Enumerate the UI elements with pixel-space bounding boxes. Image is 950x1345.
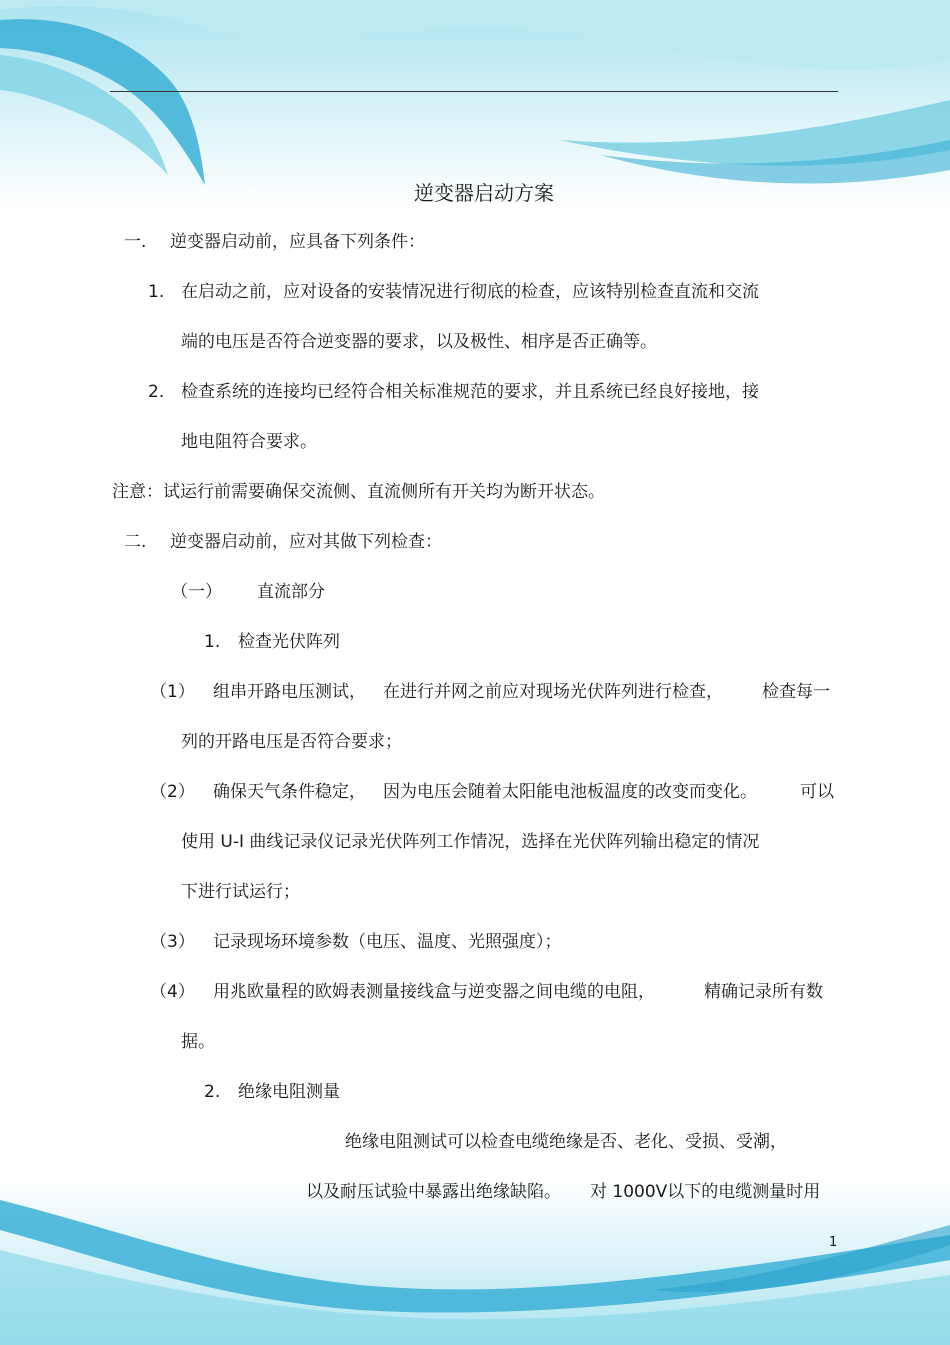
- step2-text-b: 因为电压会随着太阳能电池板温度的改变而变化。: [383, 782, 757, 802]
- item2-line2: 地电阻符合要求。: [181, 432, 317, 452]
- point2-line2a: 以及耐压试验中暴露出绝缘缺陷。: [306, 1182, 561, 1202]
- header-rule: [110, 91, 838, 92]
- step1-text-a: 组串开路电压测试，: [213, 682, 366, 702]
- step4-text-b: 精确记录所有数: [704, 982, 823, 1002]
- step2-number: （2）: [150, 782, 195, 802]
- item2-number: 2.: [148, 382, 165, 402]
- point1-number: 1.: [204, 632, 221, 652]
- step3-number: （3）: [150, 932, 195, 952]
- step2-text-a: 确保天气条件稳定，: [213, 782, 366, 802]
- step1-text-d: 列的开路电压是否符合要求；: [181, 732, 402, 752]
- subsection-heading: 直流部分: [257, 582, 325, 602]
- section2-heading: 逆变器启动前，应对其做下列检查：: [170, 532, 442, 552]
- page-number: 1: [829, 1235, 838, 1250]
- item2-line1: 检查系统的连接均已经符合相关标准规范的要求，并且系统已经良好接地，接: [181, 382, 759, 402]
- step3-text: 记录现场环境参数（电压、温度、光照强度）；: [213, 932, 562, 952]
- point2-number: 2.: [204, 1082, 221, 1102]
- step1-number: （1）: [150, 682, 195, 702]
- step2-text-e: 下进行试运行；: [181, 882, 300, 902]
- item1-number: 1.: [148, 282, 165, 302]
- step1-text-c: 检查每一: [762, 682, 830, 702]
- step4-number: （4）: [150, 982, 195, 1002]
- note-paragraph: 注意：试运行前需要确保交流侧、直流侧所有开关均为断开状态。: [112, 482, 605, 502]
- point2-line1: 绝缘电阻测试可以检查电缆绝缘是否、老化、受损、受潮，: [345, 1132, 787, 1152]
- step4-text-c: 据。: [181, 1032, 215, 1052]
- item1-line2: 端的电压是否符合逆变器的要求，以及极性、相序是否正确等。: [181, 332, 657, 352]
- point2-heading: 绝缘电阻测量: [238, 1082, 340, 1102]
- section2-number: 二.: [124, 532, 147, 552]
- page-title: 逆变器启动方案: [414, 181, 554, 205]
- step2-text-c: 可以: [800, 782, 834, 802]
- step1-text-b: 在进行并网之前应对现场光伏阵列进行检查，: [383, 682, 723, 702]
- step4-text-a: 用兆欧量程的欧姆表测量接线盒与逆变器之间电缆的电阻，: [213, 982, 655, 1002]
- subsection-number: （一）: [171, 582, 222, 602]
- step2-text-d: 使用 U-I 曲线记录仪记录光伏阵列工作情况，选择在光伏阵列输出稳定的情况: [181, 832, 760, 852]
- section1-number: 一.: [124, 232, 147, 252]
- section1-heading: 逆变器启动前，应具备下列条件：: [170, 232, 425, 252]
- point2-line2b: 对 1000V以下的电缆测量时用: [590, 1182, 821, 1202]
- point1-heading: 检查光伏阵列: [238, 632, 340, 652]
- item1-line1: 在启动之前，应对设备的安装情况进行彻底的检查，应该特别检查直流和交流: [181, 282, 759, 302]
